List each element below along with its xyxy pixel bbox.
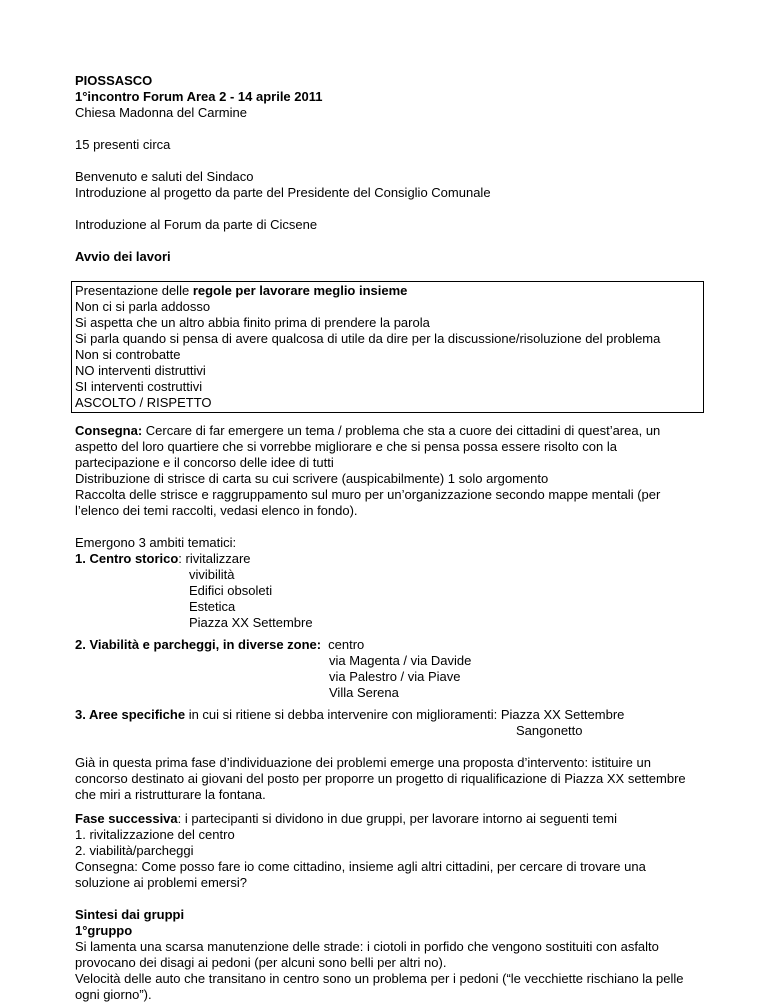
intro-line: Introduzione al progetto da parte del Presidente del Consiglio Comunale — [75, 185, 491, 200]
intro-line: Benvenuto e saluti del Sindaco — [75, 169, 254, 184]
next-phase-item: 1. rivitalizzazione del centro — [75, 827, 235, 842]
theme-3-item: Sangonetto — [516, 723, 583, 738]
theme-1-item: Piazza XX Settembre — [189, 615, 313, 630]
rule-item: ASCOLTO / RISPETTO — [75, 395, 212, 410]
theme-2-item: via Palestro / via Piave — [329, 669, 461, 684]
synthesis-title: Sintesi dai gruppi — [75, 907, 185, 922]
town-title: PIOSSASCO — [75, 73, 153, 88]
group-title: 1°gruppo — [75, 923, 133, 938]
themes-intro: Emergono 3 ambiti tematici: — [75, 535, 237, 550]
meeting-place: Chiesa Madonna del Carmine — [75, 105, 247, 120]
rule-item: Si parla quando si pensa di avere qualcosa di utile da dire per la discussione/risoluzione del problema — [75, 331, 661, 346]
rules-box — [71, 281, 704, 413]
document-body — [75, 73, 700, 1003]
rule-item: Si aspetta che un altro abbia finito prima di prendere la parola — [75, 315, 430, 330]
proposal-paragraph: Già in questa prima fase d’individuazione dei problemi emerge una proposta d’intervento: istituire un concorso destinato ai giovani del posto per proporre un progetto di riqualificazione di Piazza XX settembre che miri a ristrutturare la fontana. — [75, 755, 686, 802]
next-phase-task: Consegna: Come posso fare io come cittadino, insieme agli altri cittadini, per cercare di trovare una soluzione ai problemi emersi? — [75, 859, 646, 890]
theme-3: 3. Aree specifiche in cui si ritiene si debba intervenire con miglioramenti: Piazza XX Settembre — [75, 707, 625, 722]
theme-1-item: vivibilità — [189, 567, 235, 582]
next-phase-item: 2. viabilità/parcheggi — [75, 843, 194, 858]
intro-line: Introduzione al Forum da parte di Cicsene — [75, 217, 318, 232]
rule-item: Non si controbatte — [75, 347, 181, 362]
meeting-title: 1°incontro Forum Area 2 - 14 aprile 2011 — [75, 89, 323, 104]
theme-2: 2. Viabilità e parcheggi, in diverse zone: centro — [75, 637, 365, 652]
consegna-line: Raccolta delle strisce e raggruppamento sul muro per un’organizzazione secondo mappe mentali (per l’elenco dei temi raccolti, vedasi elenco in fondo). — [75, 487, 661, 518]
next-phase: Fase successiva: i partecipanti si dividono in due gruppi, per lavorare intorno ai seguenti temi — [75, 811, 618, 826]
theme-1: 1. Centro storico: rivitalizzare — [75, 551, 251, 566]
attendance: 15 presenti circa — [75, 137, 171, 152]
section-heading-start: Avvio dei lavori — [75, 249, 171, 264]
rule-item: Non ci si parla addosso — [75, 299, 211, 314]
rule-item: SI interventi costruttivi — [75, 379, 203, 394]
theme-2-item: via Magenta / via Davide — [329, 653, 472, 668]
rule-item: NO interventi distruttivi — [75, 363, 206, 378]
theme-2-item: Villa Serena — [329, 685, 399, 700]
theme-1-item: Estetica — [189, 599, 236, 614]
theme-1-item: Edifici obsoleti — [189, 583, 273, 598]
consegna-line: Distribuzione di strisce di carta su cui scrivere (auspicabilmente) 1 solo argomento — [75, 471, 549, 486]
synthesis-paragraph: Velocità delle auto che transitano in centro sono un problema per i pedoni (“le vecchiette rischiano la pelle ogni giorno”). — [75, 971, 684, 1002]
rules-lead: Presentazione delle regole per lavorare meglio insieme — [75, 283, 408, 298]
consegna-paragraph: Consegna: Cercare di far emergere un tema / problema che sta a cuore dei cittadini di quest’area, un aspetto del loro quartiere che si vorrebbe migliorare e che si pensa possa essere risolto con la partecipazione e il concorso delle idee di tutti — [75, 423, 661, 470]
synthesis-paragraph: Si lamenta una scarsa manutenzione delle strade: i ciotoli in porfido che vengono sostituiti con asfalto provocano dei disagi ai pedoni (per alcuni sono belli per altri no). — [75, 939, 659, 970]
